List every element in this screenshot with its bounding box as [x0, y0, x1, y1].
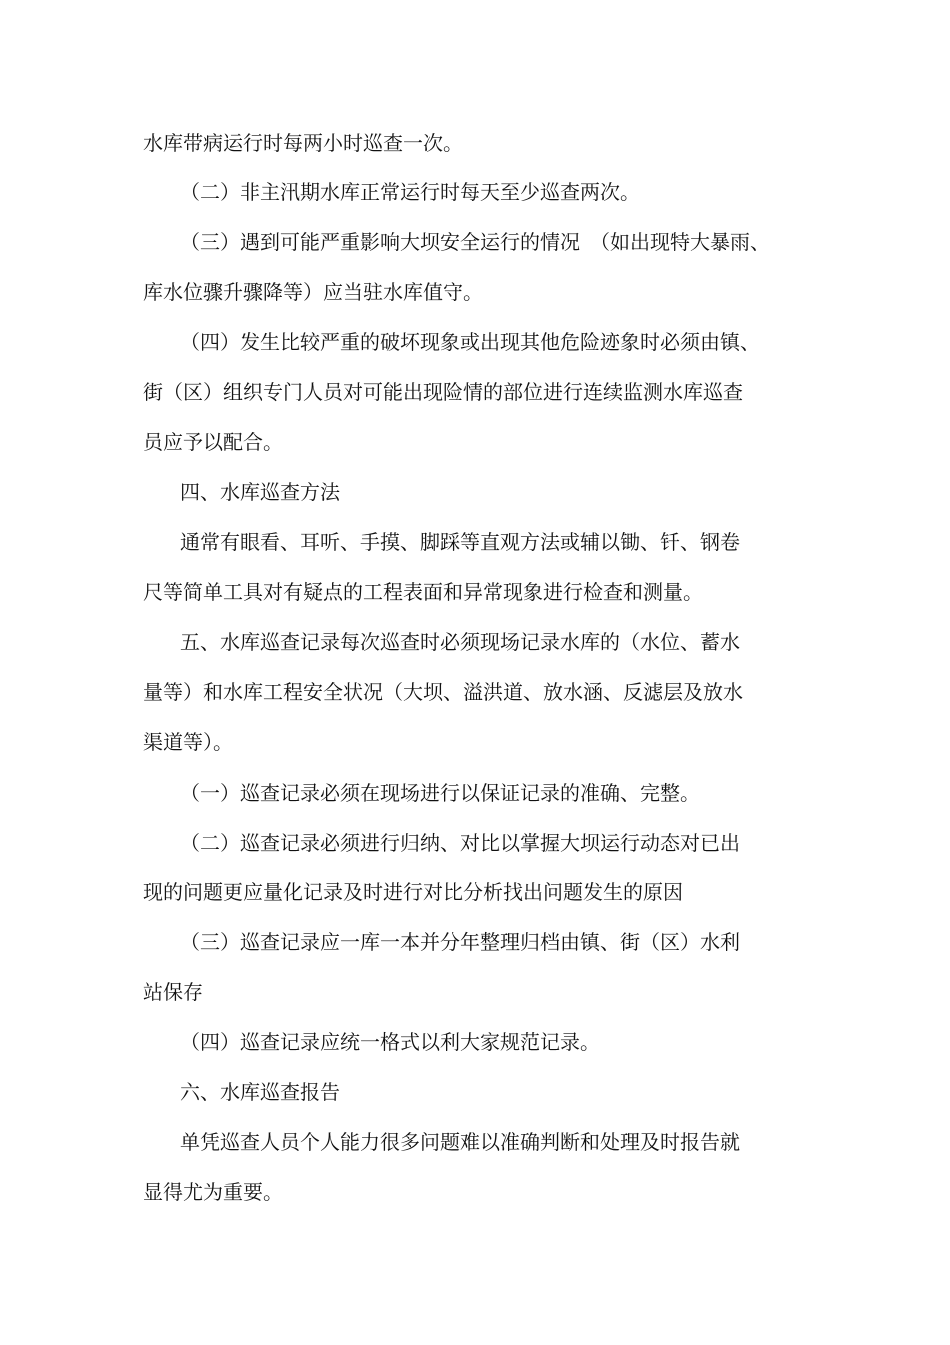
text-line: 尺等简单工具对有疑点的工程表面和异常现象进行检查和测量。	[143, 580, 703, 604]
text-line: （四）巡查记录应统一格式以利大家规范记录。	[180, 1030, 600, 1054]
text-line: 库水位骤升骤降等）应当驻水库值守。	[143, 280, 483, 304]
text-line: （三）巡查记录应一库一本并分年整理归档由镇、街（区）水利	[180, 930, 740, 954]
section-heading: 四、水库巡查方法	[180, 480, 340, 504]
text-line: 五、水库巡查记录每次巡查时必须现场记录水库的（水位、蓄水	[180, 630, 740, 654]
text-line: （二）巡查记录必须进行归纳、对比以掌握大坝运行动态对已出	[180, 831, 740, 855]
text-line: 街（区）组织专门人员对可能出现险情的部位进行连续监测水库巡查	[143, 380, 743, 404]
text-line: 员应予以配合。	[143, 430, 283, 454]
text-line: 现的问题更应量化记录及时进行对比分析找出问题发生的原因	[143, 880, 683, 904]
text-line: （四）发生比较严重的破坏现象或出现其他危险迹象时必须由镇、	[180, 330, 760, 354]
text-line: 水库带病运行时每两小时巡查一次。	[143, 131, 463, 155]
text-line: 通常有眼看、耳听、手摸、脚踩等直观方法或辅以锄、钎、钢卷	[180, 530, 740, 554]
text-line: 显得尤为重要。	[143, 1180, 283, 1204]
text-line: （三）遇到可能严重影响大坝安全运行的情况 （如出现特大暴雨、	[180, 230, 770, 254]
text-line: 单凭巡查人员个人能力很多问题难以准确判断和处理及时报告就	[180, 1130, 740, 1154]
section-heading: 六、水库巡查报告	[180, 1080, 340, 1104]
text-line: 站保存	[143, 980, 203, 1004]
text-line: （二）非主汛期水库正常运行时每天至少巡查两次。	[180, 180, 640, 204]
text-line: 渠道等）。	[143, 730, 233, 754]
text-line: 量等）和水库工程安全状况（大坝、溢洪道、放水涵、反滤层及放水	[143, 680, 743, 704]
text-line: （一）巡查记录必须在现场进行以保证记录的准确、完整。	[180, 781, 700, 805]
